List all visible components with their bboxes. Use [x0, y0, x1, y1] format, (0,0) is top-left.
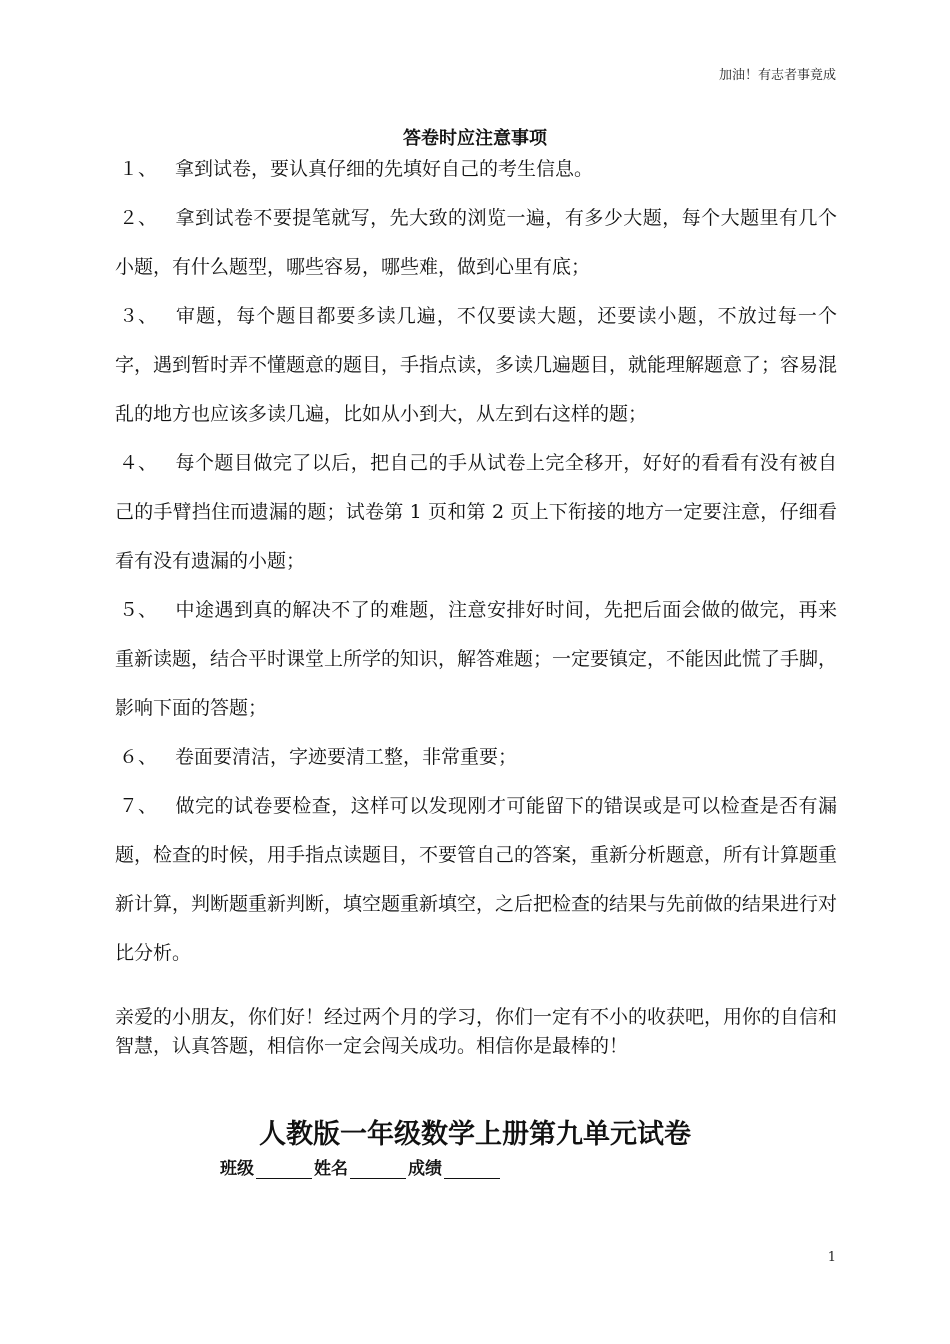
class-blank[interactable]: [256, 1160, 312, 1179]
note-item: [115, 733, 837, 782]
note-text: 中途遇到真的解决不了的难题，注意安排好时间，先把后面会做的做完，再来重新读题，结合平时课堂上所学的知识，解答难题；一定要镇定，不能因此慌了手脚，影响下面的答题；: [115, 599, 838, 719]
score-blank[interactable]: [444, 1160, 500, 1179]
note-text: 拿到试卷，要认真仔细的先填好自己的考生信息。: [175, 158, 594, 180]
note-item: [115, 439, 837, 586]
note-text: 拿到试卷不要提笔就写，先大致的浏览一遍，有多少大题，每个大题里有几个小题，有什么题型，哪些容易，哪些难，做到心里有底；: [115, 207, 837, 278]
note-item: [115, 145, 837, 194]
note-item: [115, 782, 837, 978]
note-text: 做完的试卷要检查，这样可以发现刚才可能留下的错误或是可以检查是否有漏题，检查的时候，用手指点读题目，不要管自己的答案，重新分析题意，所有计算题重新计算，判断题重新判断，填空题重新填空，之后把检查的结果与先前做的结果进行对比分析。: [115, 795, 838, 964]
note-text: 审题，每个题目都要多读几遍，不仅要读大题，还要读小题，不放过每一个字，遇到暂时弄不懂题意的题目，手指点读，多读几遍题目，就能理解题意了；容易混乱的地方也应该多读几遍，比如从小到大，从左到右这样的题；: [115, 305, 838, 425]
note-number: ６、: [119, 746, 158, 768]
note-item: [115, 194, 837, 292]
exam-title: [0, 1112, 950, 1151]
note-item: [115, 586, 837, 733]
exam-title-text: 人教版一年级数学上册第九单元试卷: [259, 1119, 691, 1150]
note-number: ７、: [119, 795, 158, 817]
score-label: 成绩: [408, 1159, 442, 1179]
note-number: ５、: [119, 599, 158, 621]
note-item: [115, 292, 837, 439]
class-label: 班级: [220, 1159, 254, 1179]
page-number: 1: [827, 1250, 836, 1265]
note-text: 每个题目做完了以后，把自己的手从试卷上完全移开，好好的看看有没有被自己的手臂挡住而遗漏的题；试卷第 1 页和第 2 页上下衔接的地方一定要注意，仔细看看有没有遗漏的小题；: [115, 452, 837, 572]
note-number: ２、: [119, 207, 158, 229]
name-blank[interactable]: [350, 1160, 406, 1179]
header-motto: 加油！有志者事竟成: [718, 68, 836, 83]
note-text: 卷面要清洁，字迹要清工整，非常重要；: [175, 746, 518, 768]
note-number: ３、: [119, 305, 158, 327]
name-label: 姓名: [314, 1159, 348, 1179]
notes-list: [115, 145, 837, 978]
student-info-row: [220, 1154, 502, 1179]
note-number: ４、: [119, 452, 158, 474]
notes-title: 答卷时应注意事项: [403, 128, 547, 149]
intro-paragraph: 亲爱的小朋友，你们好！经过两个月的学习，你们一定有不小的收获吧，用你的自信和智慧，认真答题，相信你一定会闯关成功。相信你是最棒的！: [115, 1006, 838, 1057]
note-number: １、: [119, 158, 158, 180]
